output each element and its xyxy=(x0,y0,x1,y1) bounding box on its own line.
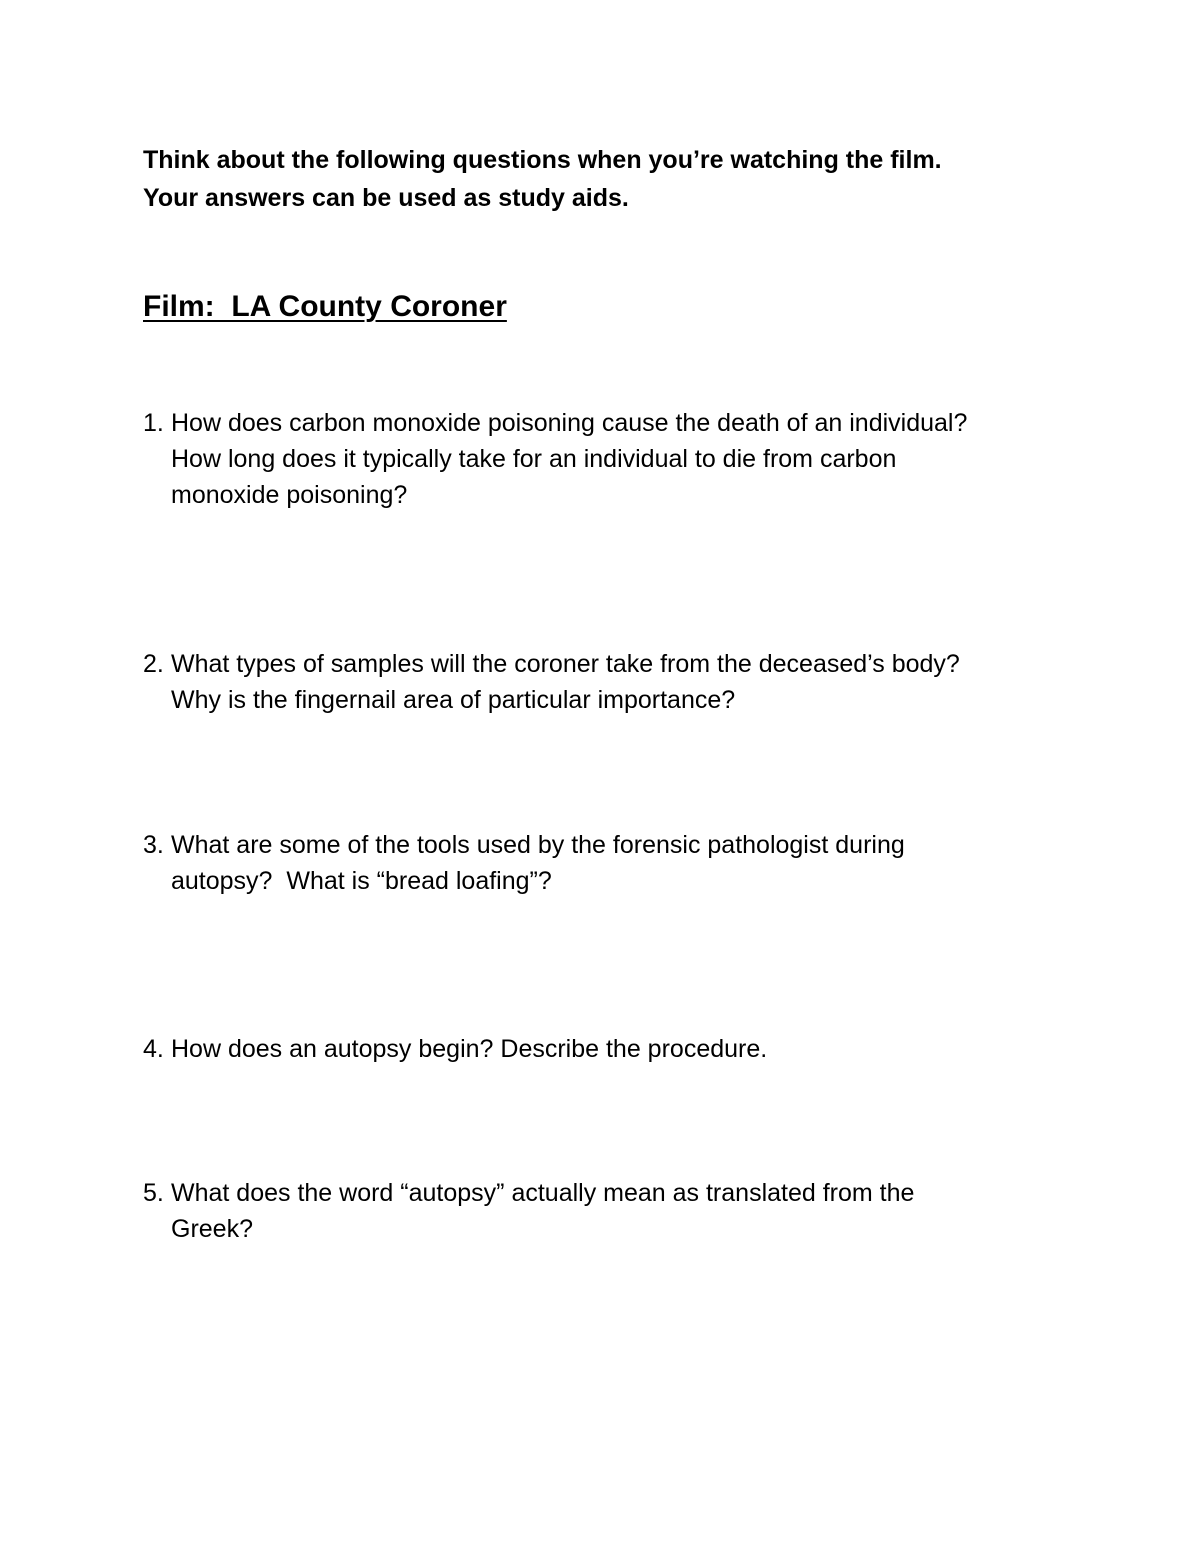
question-line: What are some of the tools used by the forensic pathologist during xyxy=(171,831,905,859)
question-text xyxy=(171,1175,1103,1247)
question-item xyxy=(143,1175,1103,1247)
question-line: What types of samples will the coroner take from the deceased’s body? xyxy=(171,650,960,678)
question-line: monoxide poisoning? xyxy=(171,481,408,509)
question-item xyxy=(143,405,1103,513)
intro-line-2: Your answers can be used as study aids. xyxy=(143,184,629,212)
question-number: 2. xyxy=(143,650,164,678)
question-item xyxy=(143,646,1103,718)
film-title: Film: LA County Coroner xyxy=(143,290,507,323)
question-item xyxy=(143,827,1103,899)
question-text xyxy=(171,827,1103,899)
intro-line-1: Think about the following questions when you’re watching the film. xyxy=(143,146,942,174)
question-line: autopsy? What is “bread loafing”? xyxy=(171,867,552,895)
question-text xyxy=(171,646,1103,718)
question-line: How does an autopsy begin? Describe the procedure. xyxy=(171,1035,768,1063)
question-text xyxy=(171,405,1103,513)
question-text xyxy=(171,1031,1103,1067)
question-number: 1. xyxy=(143,409,164,437)
question-line: Greek? xyxy=(171,1215,253,1243)
question-line: How does carbon monoxide poisoning cause the death of an individual? xyxy=(171,409,968,437)
question-number: 3. xyxy=(143,831,164,859)
question-number: 5. xyxy=(143,1179,164,1207)
question-line: How long does it typically take for an individual to die from carbon xyxy=(171,445,897,473)
question-line: What does the word “autopsy” actually mean as translated from the xyxy=(171,1179,915,1207)
question-line: Why is the fingernail area of particular importance? xyxy=(171,686,736,714)
question-item xyxy=(143,1031,1103,1067)
intro-instructions xyxy=(143,141,1143,217)
question-number: 4. xyxy=(143,1035,164,1063)
